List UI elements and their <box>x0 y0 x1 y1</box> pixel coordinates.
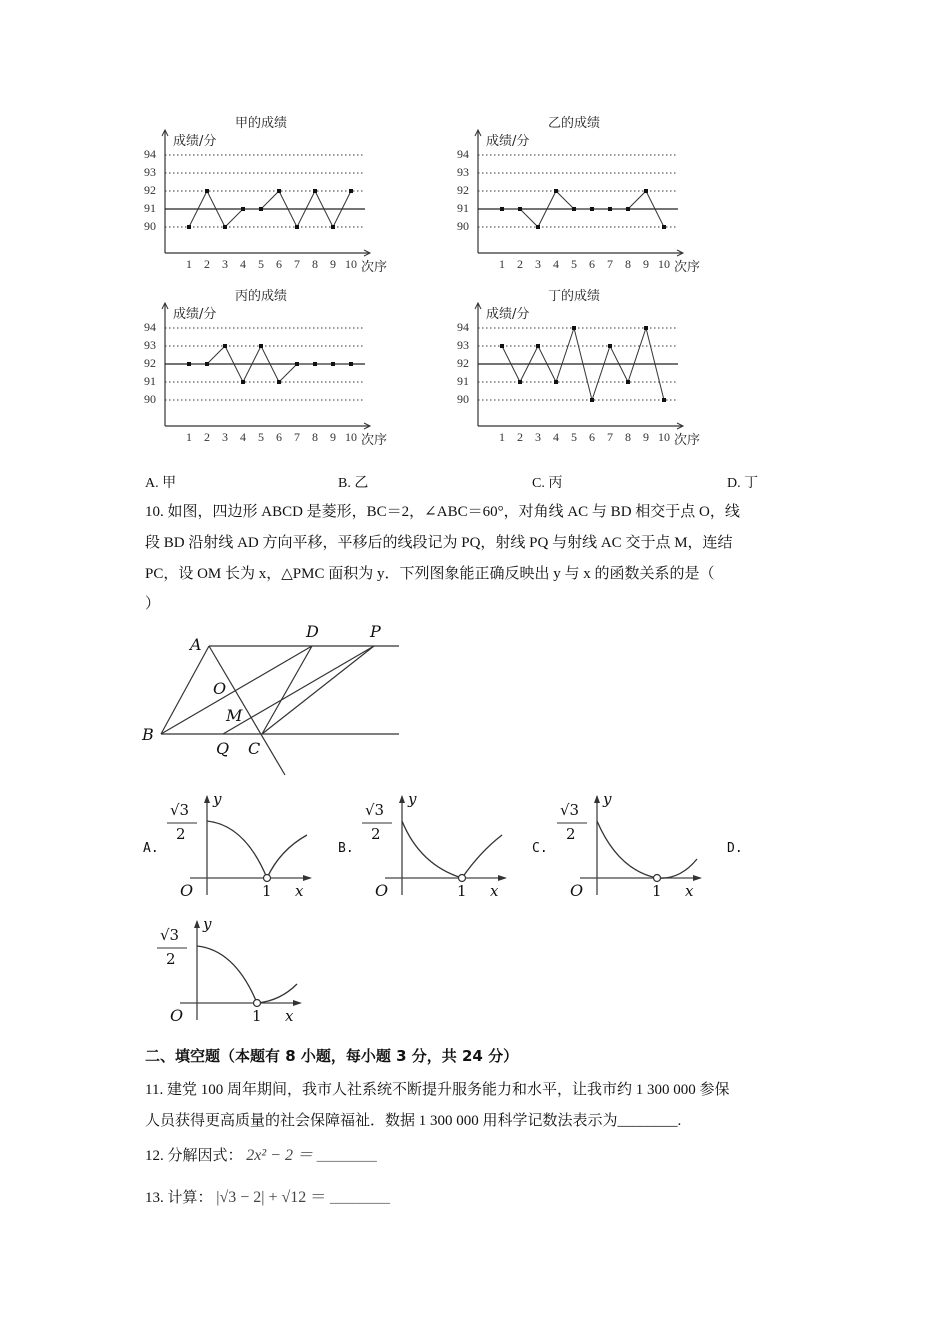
q13-answer-blank[interactable]: ________ <box>330 1190 391 1206</box>
x-tick-label: 8 <box>625 257 631 271</box>
x-tick-label: 8 <box>625 430 631 444</box>
origin-label: O <box>170 1006 184 1025</box>
x-tick-label: 5 <box>258 257 264 271</box>
denominator-two: 2 <box>371 825 381 843</box>
y-tick-label: 93 <box>457 165 469 179</box>
x-tick-label: 10 <box>658 430 670 444</box>
x-tick-label: 2 <box>204 257 210 271</box>
y-tick-label: 93 <box>144 165 156 179</box>
q12-prefix: 12. 分解因式： <box>145 1148 243 1164</box>
x-tick-label: 1 <box>499 430 505 444</box>
y-axis-label: y <box>213 790 222 808</box>
y-axis-label: y <box>603 790 612 808</box>
option-d: D. 丁 <box>727 476 759 491</box>
label-o: O <box>213 679 227 698</box>
origin-label: O <box>570 881 584 900</box>
y-tick-label: 92 <box>457 356 469 370</box>
x-tick-label: 9 <box>643 257 649 271</box>
x-tick-label: 8 <box>312 430 318 444</box>
x-axis-label: x <box>685 882 694 900</box>
x-tick-label: 9 <box>643 430 649 444</box>
y-axis-label: 成绩/分 <box>173 134 217 149</box>
x-tick-label: 5 <box>571 257 577 271</box>
x-tick-label: 2 <box>204 430 210 444</box>
chart-title: 乙的成绩 <box>548 116 601 131</box>
option-b: B. 乙 <box>338 476 369 491</box>
x-tick-label: 7 <box>294 430 300 444</box>
denominator-two: 2 <box>166 950 176 968</box>
x-tick-label: 5 <box>571 430 577 444</box>
sqrt3-numerator: √3 <box>170 801 190 819</box>
function-graph-a <box>150 790 320 905</box>
q13-text <box>145 1188 390 1208</box>
y-tick-label: 93 <box>457 338 469 352</box>
origin-label: O <box>180 881 194 900</box>
function-graph-d <box>140 915 310 1030</box>
y-tick-label: 92 <box>457 183 469 197</box>
chart-title: 甲的成绩 <box>235 116 288 131</box>
section-heading: 二、填空题（本题有 8 小题，每小题 3 分，共 24 分） <box>145 1047 519 1065</box>
x-tick-one: 1 <box>252 1007 262 1025</box>
x-tick-label: 6 <box>589 257 595 271</box>
x-tick-label: 3 <box>535 430 541 444</box>
x-tick-label: 1 <box>499 257 505 271</box>
x-tick-label: 3 <box>222 257 228 271</box>
option-c: C. 丙 <box>532 476 563 491</box>
denominator-two: 2 <box>176 825 186 843</box>
q10-text-line3: PC，设 OM 长为 x，△PMC 面积为 y．下列图象能正确反映出 y 与 x 的函数关系的是（ <box>145 566 715 582</box>
label-b: B <box>142 725 154 744</box>
x-tick-label: 9 <box>330 257 336 271</box>
q11-text-line2: 人员获得更高质量的社会保障福祉．数据 1 300 000 用科学记数法表示为________. <box>145 1113 682 1129</box>
y-tick-label: 90 <box>144 219 156 233</box>
chart-title: 丙的成绩 <box>235 289 288 304</box>
y-tick-label: 90 <box>457 392 469 406</box>
x-tick-label: 8 <box>312 257 318 271</box>
score-chart-4 <box>443 283 713 453</box>
x-tick-label: 7 <box>294 257 300 271</box>
x-tick-label: 6 <box>276 257 282 271</box>
y-tick-label: 90 <box>144 392 156 406</box>
x-tick-label: 7 <box>607 430 613 444</box>
q12-text <box>145 1146 377 1166</box>
y-tick-label: 94 <box>144 147 156 161</box>
chart-title: 丁的成绩 <box>548 289 601 304</box>
x-tick-label: 6 <box>276 430 282 444</box>
label-a: A <box>190 635 202 654</box>
graph-option-d-label: D. <box>727 841 743 856</box>
y-tick-label: 91 <box>457 374 469 388</box>
label-m: M <box>226 706 243 725</box>
x-tick-label: 10 <box>345 430 357 444</box>
x-tick-one: 1 <box>457 882 467 900</box>
x-tick-label: 3 <box>535 257 541 271</box>
x-axis-label: 次序 <box>361 260 388 275</box>
graph-option-c-label: C. <box>532 841 548 856</box>
y-tick-label: 91 <box>144 201 156 215</box>
x-tick-label: 2 <box>517 257 523 271</box>
y-tick-label: 93 <box>144 338 156 352</box>
x-tick-label: 5 <box>258 430 264 444</box>
y-axis-label: 成绩/分 <box>486 307 530 322</box>
x-axis-label: 次序 <box>674 260 701 275</box>
q10-text-line2: 段 BD 沿射线 AD 方向平移，平移后的线段记为 PQ，射线 PQ 与射线 AC 交于点 M，连结 <box>145 535 733 551</box>
function-graph-b <box>345 790 515 905</box>
denominator-two: 2 <box>566 825 576 843</box>
q13-prefix: 13. 计算： <box>145 1190 213 1206</box>
q12-answer-blank[interactable]: ________ <box>316 1148 377 1164</box>
q13-expression: |√3 − 2| + √12 ＝ <box>216 1189 327 1206</box>
option-a: A. 甲 <box>145 476 177 491</box>
y-axis-label: y <box>203 915 212 933</box>
score-chart-3 <box>130 283 400 453</box>
y-axis-label: 成绩/分 <box>173 307 217 322</box>
y-tick-label: 91 <box>457 201 469 215</box>
sqrt3-numerator: √3 <box>560 801 580 819</box>
y-tick-label: 94 <box>457 320 469 334</box>
function-graph-c <box>540 790 710 905</box>
x-axis-label: x <box>490 882 499 900</box>
x-tick-label: 4 <box>240 430 246 444</box>
x-tick-label: 2 <box>517 430 523 444</box>
x-axis-label: 次序 <box>674 433 701 448</box>
x-tick-label: 6 <box>589 430 595 444</box>
q10-text-line1: 10. 如图，四边形 ABCD 是菱形，BC＝2，∠ABC＝60°，对角线 AC 与 BD 相交于点 O，线 <box>145 504 740 520</box>
label-c: C <box>248 739 261 758</box>
x-tick-label: 9 <box>330 430 336 444</box>
x-tick-label: 10 <box>345 257 357 271</box>
y-tick-label: 92 <box>144 183 156 197</box>
y-axis-label: 成绩/分 <box>486 134 530 149</box>
q11-text-line1: 11. 建党 100 周年期间，我市人社系统不断提升服务能力和水平，让我市约 1 300 000 参保 <box>145 1082 730 1098</box>
x-tick-label: 1 <box>186 257 192 271</box>
sqrt3-numerator: √3 <box>365 801 385 819</box>
score-chart-2 <box>443 110 713 280</box>
x-tick-label: 10 <box>658 257 670 271</box>
label-d: D <box>306 622 319 641</box>
y-axis-label: y <box>408 790 417 808</box>
x-tick-label: 7 <box>607 257 613 271</box>
score-chart-1 <box>130 110 400 280</box>
graph-option-a-label: A. <box>143 841 159 856</box>
x-tick-label: 1 <box>186 430 192 444</box>
q10-text-line4: ） <box>145 596 161 612</box>
rhombus-figure <box>140 615 420 785</box>
x-tick-label: 4 <box>553 257 559 271</box>
x-axis-label: x <box>285 1007 294 1025</box>
x-tick-label: 4 <box>240 257 246 271</box>
x-tick-label: 3 <box>222 430 228 444</box>
x-axis-label: x <box>295 882 304 900</box>
origin-label: O <box>375 881 389 900</box>
x-tick-one: 1 <box>262 882 272 900</box>
x-tick-one: 1 <box>652 882 662 900</box>
y-tick-label: 94 <box>457 147 469 161</box>
y-tick-label: 91 <box>144 374 156 388</box>
x-tick-label: 4 <box>553 430 559 444</box>
label-q: Q <box>216 739 230 758</box>
y-tick-label: 94 <box>144 320 156 334</box>
y-tick-label: 90 <box>457 219 469 233</box>
x-axis-label: 次序 <box>361 433 388 448</box>
q12-expression: 2x² − 2 ＝ <box>246 1147 313 1164</box>
sqrt3-numerator: √3 <box>160 926 180 944</box>
y-tick-label: 92 <box>144 356 156 370</box>
graph-option-b-label: B. <box>338 841 354 856</box>
label-p: P <box>370 622 381 641</box>
